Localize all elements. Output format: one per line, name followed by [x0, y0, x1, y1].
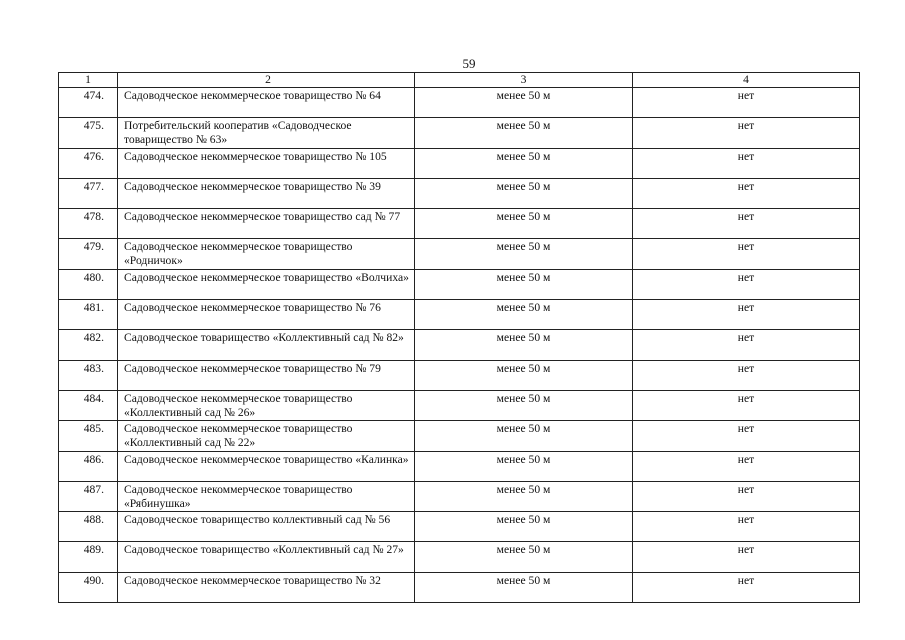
object-value: нет: [633, 269, 860, 299]
distance-value: менее 50 м: [415, 178, 633, 208]
table-row: [59, 88, 860, 118]
table-row: [59, 118, 860, 148]
distance-value: менее 50 м: [415, 269, 633, 299]
organization-name: Садоводческое товарищество коллективный сад № 56: [118, 512, 415, 542]
table-row: [59, 239, 860, 269]
table-row: [59, 421, 860, 451]
distance-value: менее 50 м: [415, 481, 633, 511]
row-number: 476.: [59, 148, 118, 178]
header-col-1: 1: [59, 73, 118, 88]
table-row: [59, 542, 860, 572]
row-number: 481.: [59, 300, 118, 330]
distance-value: менее 50 м: [415, 300, 633, 330]
object-value: нет: [633, 360, 860, 390]
table-row: [59, 360, 860, 390]
object-value: нет: [633, 451, 860, 481]
organization-name: Садоводческое товарищество «Коллективный сад № 27»: [118, 542, 415, 572]
distance-value: менее 50 м: [415, 148, 633, 178]
organization-name: Садоводческое некоммерческое товарищество № 32: [118, 572, 415, 602]
row-number: 486.: [59, 451, 118, 481]
object-value: нет: [633, 512, 860, 542]
row-number: 475.: [59, 118, 118, 148]
registry-table: [58, 72, 860, 603]
organization-name: Садоводческое некоммерческое товарищество № 105: [118, 148, 415, 178]
table-row: [59, 512, 860, 542]
table-row: [59, 300, 860, 330]
organization-name: Садоводческое некоммерческое товарищество «Волчиха»: [118, 269, 415, 299]
organization-name: Потребительский кооператив «Садоводческое товарищество № 63»: [118, 118, 415, 148]
distance-value: менее 50 м: [415, 360, 633, 390]
organization-name: Садоводческое товарищество «Коллективный сад № 82»: [118, 330, 415, 360]
object-value: нет: [633, 88, 860, 118]
table-row: [59, 451, 860, 481]
distance-value: менее 50 м: [415, 88, 633, 118]
organization-name: Садоводческое некоммерческое товарищество № 39: [118, 178, 415, 208]
row-number: 477.: [59, 178, 118, 208]
row-number: 474.: [59, 88, 118, 118]
distance-value: менее 50 м: [415, 542, 633, 572]
object-value: нет: [633, 421, 860, 451]
row-number: 484.: [59, 390, 118, 420]
organization-name: Садоводческое некоммерческое товарищество «Калинка»: [118, 451, 415, 481]
table-row: [59, 269, 860, 299]
object-value: нет: [633, 542, 860, 572]
table-row: [59, 330, 860, 360]
object-value: нет: [633, 390, 860, 420]
table-row: [59, 572, 860, 602]
organization-name: Садоводческое некоммерческое товарищество сад № 77: [118, 209, 415, 239]
row-number: 487.: [59, 481, 118, 511]
object-value: нет: [633, 148, 860, 178]
row-number: 490.: [59, 572, 118, 602]
row-number: 482.: [59, 330, 118, 360]
object-value: нет: [633, 239, 860, 269]
object-value: нет: [633, 178, 860, 208]
distance-value: менее 50 м: [415, 239, 633, 269]
row-number: 485.: [59, 421, 118, 451]
distance-value: менее 50 м: [415, 512, 633, 542]
organization-name: Садоводческое некоммерческое товарищество «Коллективный сад № 22»: [118, 421, 415, 451]
header-row: [59, 73, 860, 88]
distance-value: менее 50 м: [415, 330, 633, 360]
table-row: [59, 390, 860, 420]
header-col-2: 2: [118, 73, 415, 88]
page-number: 59: [462, 56, 476, 71]
table-row: [59, 209, 860, 239]
table-header: [59, 73, 860, 88]
distance-value: менее 50 м: [415, 421, 633, 451]
organization-name: Садоводческое некоммерческое товарищество № 76: [118, 300, 415, 330]
organization-name: Садоводческое некоммерческое товарищество «Коллективный сад № 26»: [118, 390, 415, 420]
organization-name: Садоводческое некоммерческое товарищество «Рябинушка»: [118, 481, 415, 511]
table-row: [59, 481, 860, 511]
distance-value: менее 50 м: [415, 572, 633, 602]
row-number: 483.: [59, 360, 118, 390]
object-value: нет: [633, 481, 860, 511]
distance-value: менее 50 м: [415, 209, 633, 239]
object-value: нет: [633, 118, 860, 148]
organization-name: Садоводческое некоммерческое товарищество № 64: [118, 88, 415, 118]
table-body: [59, 88, 860, 603]
row-number: 489.: [59, 542, 118, 572]
row-number: 488.: [59, 512, 118, 542]
organization-name: Садоводческое некоммерческое товарищество № 79: [118, 360, 415, 390]
distance-value: менее 50 м: [415, 451, 633, 481]
object-value: нет: [633, 330, 860, 360]
organization-name: Садоводческое некоммерческое товарищество «Родничок»: [118, 239, 415, 269]
table-row: [59, 178, 860, 208]
object-value: нет: [633, 300, 860, 330]
distance-value: менее 50 м: [415, 118, 633, 148]
row-number: 479.: [59, 239, 118, 269]
distance-value: менее 50 м: [415, 390, 633, 420]
object-value: нет: [633, 572, 860, 602]
object-value: нет: [633, 209, 860, 239]
row-number: 480.: [59, 269, 118, 299]
header-col-4: 4: [633, 73, 860, 88]
header-col-3: 3: [415, 73, 633, 88]
table-row: [59, 148, 860, 178]
row-number: 478.: [59, 209, 118, 239]
